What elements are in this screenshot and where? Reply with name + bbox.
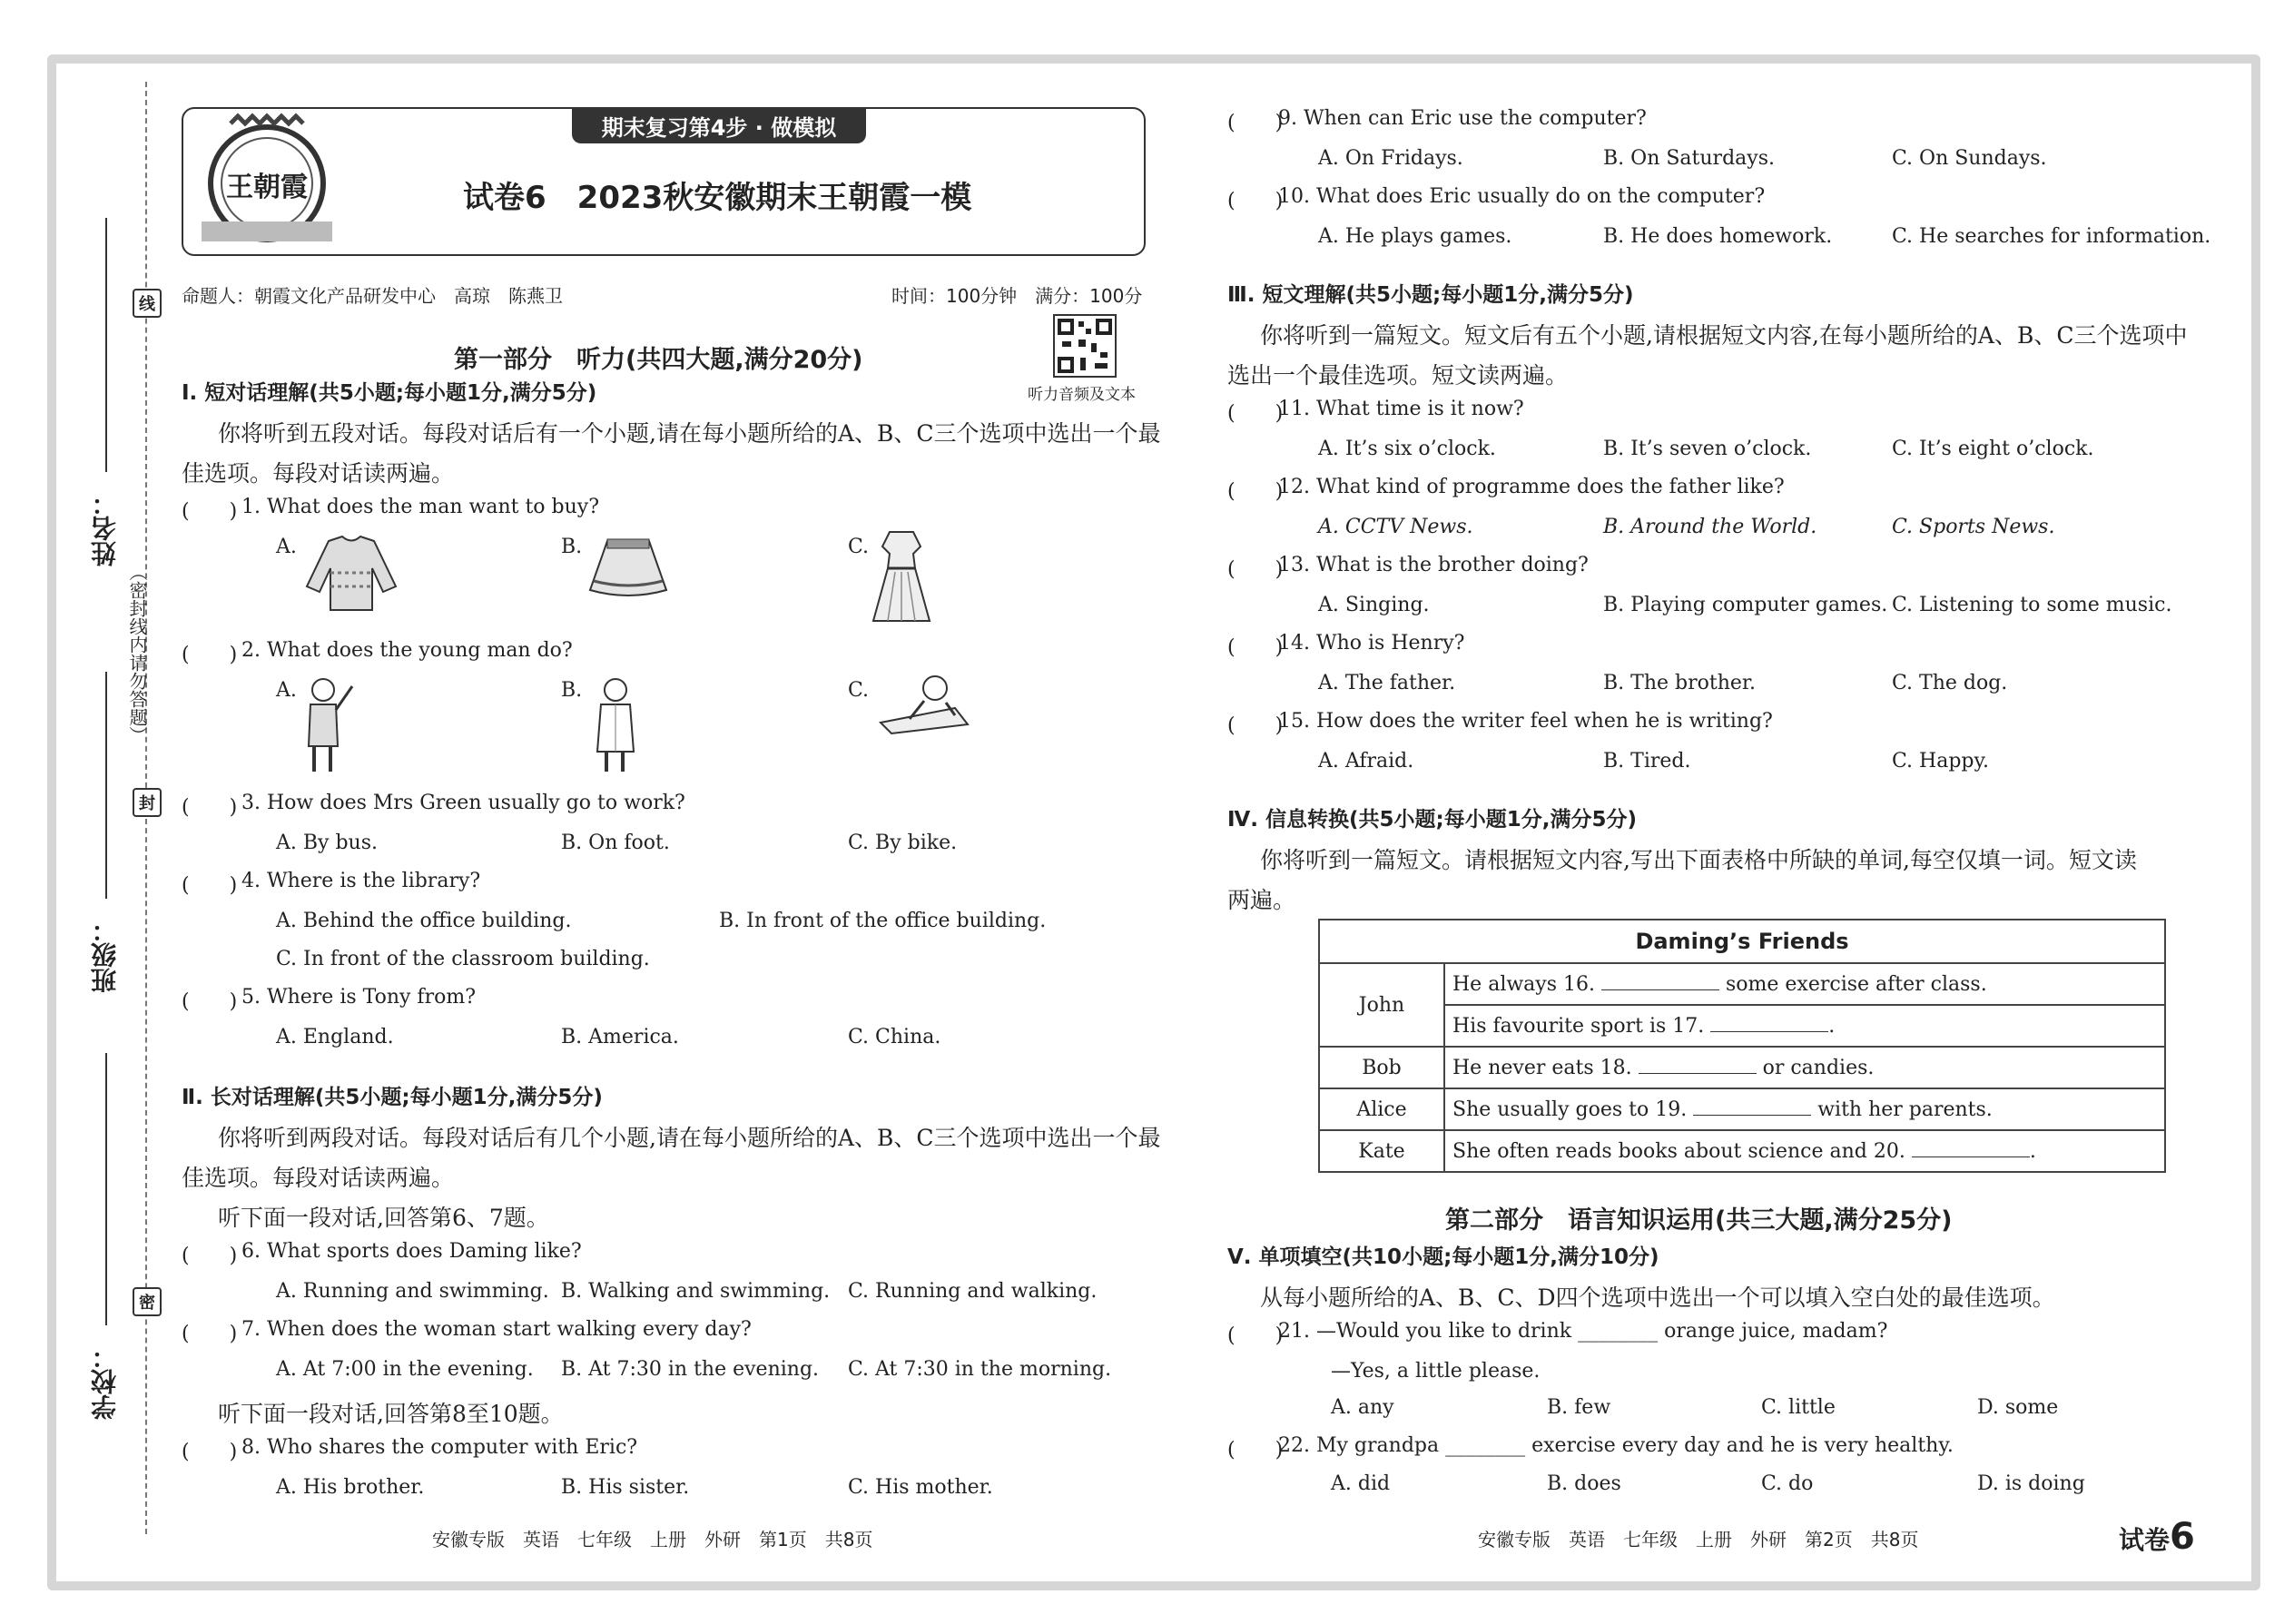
question-9: 9. When can Eric use the computer?	[1278, 107, 1647, 130]
answer-blank[interactable]: ( )	[182, 500, 238, 523]
sec4-heading: Ⅳ. 信息转换(共5小题;每小题1分,满分5分)	[1227, 808, 1637, 832]
table-title: Daming’s Friends	[1319, 920, 2165, 963]
option-c: C. China.	[848, 1026, 941, 1048]
question-21-reply: —Yes, a little please.	[1331, 1360, 1541, 1383]
answer-blank[interactable]: ( )	[182, 1323, 238, 1345]
option-b: B. Walking and swimming.	[561, 1280, 831, 1303]
sec5-intro: 从每小题所给的A、B、C、D四个选项中选出一个可以填入空白处的最佳选项。	[1260, 1284, 2055, 1311]
question-7: 7. When does the woman start walking every day?	[241, 1318, 752, 1341]
sec3-intro: 你将听到一篇短文。短文后有五个小题,请根据短文内容,在每小题所给的A、B、C三个选项中	[1260, 322, 2188, 349]
sec1-intro: 佳选项。每段对话读两遍。	[182, 460, 455, 487]
question-10: 10. What does Eric usually do on the computer?	[1278, 185, 1766, 208]
answer-blank[interactable]: ( )	[1227, 1324, 1284, 1347]
answer-blank[interactable]: ( )	[1227, 112, 1284, 134]
sec3-intro: 选出一个最佳选项。短文读两遍。	[1227, 362, 1569, 389]
option-b: B. He does homework.	[1603, 225, 1833, 248]
table-row	[1319, 1005, 2165, 1047]
table-cell: He never eats 18. or candies.	[1444, 1047, 2165, 1088]
option-c: C. Running and walking.	[848, 1280, 1098, 1303]
option-c: C. His mother.	[848, 1476, 993, 1499]
part1-title: 第一部分 听力(共四大题,满分20分)	[454, 346, 863, 374]
qr-caption: 听力音频及文本	[1028, 386, 1136, 404]
name-field[interactable]	[105, 218, 107, 472]
seal-notice: （密封线内请勿答题）	[126, 563, 148, 744]
table-row	[1319, 1088, 2165, 1130]
answer-blank[interactable]: ( )	[182, 1441, 238, 1463]
question-11: 11. What time is it now?	[1278, 398, 1524, 420]
authors: 命题人：朝霞文化产品研发中心 高琼 陈燕卫	[182, 285, 563, 307]
answer-blank[interactable]: ( )	[182, 874, 238, 897]
option-b: B. Playing computer games.	[1603, 594, 1888, 616]
option-a: A. It’s six o’clock.	[1318, 438, 1496, 460]
answer-blank[interactable]: ( )	[1227, 402, 1284, 425]
option-c: C. The dog.	[1892, 672, 2008, 694]
skirt-icon	[585, 536, 672, 599]
option-b: B. The brother.	[1603, 672, 1756, 694]
answer-blank[interactable]: ( )	[182, 644, 238, 666]
table-cell: She usually goes to 19. with her parents.	[1444, 1088, 2165, 1130]
option-a: A.	[276, 679, 297, 702]
svg-text:王朝霞: 王朝霞	[226, 172, 308, 203]
sec2-lead: 听下面一段对话,回答第8至10题。	[218, 1401, 564, 1427]
answer-blank-16[interactable]	[1601, 989, 1719, 990]
answer-blank[interactable]: ( )	[1227, 190, 1284, 212]
question-22: 22. My grandpa ________ exercise every day and he is very healthy.	[1278, 1434, 1954, 1457]
option-a: A. England.	[276, 1026, 394, 1048]
sec5-heading: Ⅴ. 单项填空(共10小题;每小题1分,满分10分)	[1227, 1245, 1659, 1269]
option-b: B. few	[1547, 1396, 1611, 1419]
option-a: A. The father.	[1318, 672, 1456, 694]
table-cell: He always 16. some exercise after class.	[1444, 963, 2165, 1005]
option-b: B. On Saturdays.	[1603, 147, 1775, 170]
footer-right: 安徽专版 英语 七年级 上册 外研 第2页 共8页	[1478, 1529, 1919, 1550]
option-a: A.	[276, 536, 297, 558]
option-c: C. At 7:30 in the morning.	[848, 1358, 1112, 1381]
friend-name: John	[1319, 963, 1444, 1047]
option-d: D. is doing	[1977, 1472, 2085, 1495]
logo	[194, 113, 340, 249]
option-c: C. In front of the classroom building.	[276, 948, 650, 970]
question-15: 15. How does the writer feel when he is writing?	[1278, 710, 1773, 733]
sweater-icon	[301, 532, 401, 614]
question-8: 8. Who shares the computer with Eric?	[241, 1436, 638, 1459]
friend-name: Kate	[1319, 1130, 1444, 1172]
answer-blank[interactable]: ( )	[182, 1245, 238, 1267]
option-b: B. In front of the office building.	[719, 910, 1047, 932]
qr-code-icon[interactable]	[1053, 314, 1117, 378]
seal-line-mark: 线	[133, 289, 162, 318]
class-label: 班级：	[90, 917, 120, 993]
seal-mi-mark: 密	[133, 1287, 162, 1316]
answer-blank-19[interactable]	[1693, 1115, 1811, 1116]
paper-badge: 试卷6	[2119, 1516, 2195, 1558]
answer-blank[interactable]: ( )	[1227, 480, 1284, 503]
answer-blank[interactable]: ( )	[182, 990, 238, 1013]
option-d: D. some	[1977, 1396, 2059, 1419]
option-c: C. do	[1761, 1472, 1814, 1495]
dress-icon	[870, 527, 933, 626]
question-12: 12. What kind of programme does the father like?	[1278, 476, 1785, 498]
option-b: B. Around the World.	[1603, 516, 1817, 538]
sec2-intro: 你将听到两段对话。每段对话后有几个小题,请在每小题所给的A、B、C三个选项中选出一个最	[218, 1125, 1161, 1151]
answer-blank[interactable]: ( )	[1227, 714, 1284, 737]
option-c: C.	[848, 536, 870, 558]
option-c: C. He searches for information.	[1892, 225, 2211, 248]
banner: 期末复习第4步 · 做模拟	[572, 107, 866, 143]
option-c: C. Happy.	[1892, 750, 1990, 773]
option-b: B. His sister.	[561, 1476, 690, 1499]
teacher-icon	[301, 674, 356, 775]
answer-blank-20[interactable]	[1912, 1156, 2030, 1157]
answer-blank-17[interactable]	[1710, 1031, 1828, 1032]
option-c: C. Listening to some music.	[1892, 594, 2172, 616]
option-b: B.	[561, 679, 583, 702]
option-b: B. On foot.	[561, 832, 670, 854]
sec1-intro: 你将听到五段对话。每段对话后有一个小题,请在每小题所给的A、B、C三个选项中选出一个最	[218, 420, 1161, 447]
exam-title: 试卷6 2023秋安徽期末王朝霞一模	[463, 180, 972, 216]
option-b: B. At 7:30 in the evening.	[561, 1358, 820, 1381]
table-cell: His favourite sport is 17. .	[1444, 1005, 2165, 1047]
seal-feng-mark: 封	[133, 788, 162, 817]
doctor-icon	[594, 674, 639, 775]
sec4-intro: 你将听到一篇短文。请根据短文内容,写出下面表格中所缺的单词,每空仅填一词。短文读	[1260, 847, 2137, 873]
table-row	[1319, 963, 2165, 1005]
school-field[interactable]	[105, 1053, 107, 1325]
option-a: A. Behind the office building.	[276, 910, 572, 932]
option-b: B. does	[1547, 1472, 1621, 1495]
table-row	[1319, 1130, 2165, 1172]
option-a: A. His brother.	[276, 1476, 425, 1499]
question-2: 2. What does the young man do?	[241, 639, 573, 662]
answer-blank[interactable]: ( )	[182, 796, 238, 819]
option-c: C. little	[1761, 1396, 1836, 1419]
sec2-intro: 佳选项。每段对话读两遍。	[182, 1165, 455, 1191]
friend-name: Bob	[1319, 1047, 1444, 1088]
option-a: A. He plays games.	[1318, 225, 1512, 248]
school-label: 学校：	[90, 1343, 120, 1420]
option-b: B. America.	[561, 1026, 679, 1048]
footer-left: 安徽专版 英语 七年级 上册 外研 第1页 共8页	[432, 1529, 873, 1550]
time-score: 时间：100分钟 满分：100分	[891, 285, 1143, 307]
sec2-lead: 听下面一段对话,回答第6、7题。	[218, 1205, 549, 1231]
answer-blank-18[interactable]	[1639, 1073, 1757, 1074]
option-c: C. Sports News.	[1892, 516, 2055, 538]
sec4-intro: 两遍。	[1227, 887, 1296, 913]
option-a: A. At 7:00 in the evening.	[276, 1358, 534, 1381]
option-b: B. Tired.	[1603, 750, 1691, 773]
answer-blank[interactable]: ( )	[1227, 1439, 1284, 1462]
question-3: 3. How does Mrs Green usually go to work?	[241, 792, 685, 814]
option-a: A. did	[1331, 1472, 1391, 1495]
table-cell: She often reads books about science and 20. .	[1444, 1130, 2165, 1172]
option-a: A. any	[1331, 1396, 1394, 1419]
friend-name: Alice	[1319, 1088, 1444, 1130]
option-a: A. CCTV News.	[1318, 516, 1473, 538]
question-13: 13. What is the brother doing?	[1278, 554, 1589, 576]
option-b: B.	[561, 536, 583, 558]
question-5: 5. Where is Tony from?	[241, 986, 476, 1009]
sec2-heading: Ⅱ. 长对话理解(共5小题;每小题1分,满分5分)	[182, 1086, 603, 1109]
option-a: A. Afraid.	[1318, 750, 1414, 773]
option-c: C. By bike.	[848, 832, 958, 854]
option-a: A. Running and swimming.	[276, 1280, 549, 1303]
question-6: 6. What sports does Daming like?	[241, 1240, 582, 1263]
option-c: C. On Sundays.	[1892, 147, 2047, 170]
option-c: C. It’s eight o’clock.	[1892, 438, 2094, 460]
question-21: 21. —Would you like to drink ________ orange juice, madam?	[1278, 1320, 1888, 1343]
table-row	[1319, 1047, 2165, 1088]
option-a: A. On Fridays.	[1318, 147, 1463, 170]
class-field[interactable]	[105, 672, 107, 899]
question-1: 1. What does the man want to buy?	[241, 496, 600, 518]
option-b: B. It’s seven o’clock.	[1603, 438, 1812, 460]
option-a: A. Singing.	[1318, 594, 1430, 616]
question-14: 14. Who is Henry?	[1278, 632, 1465, 655]
option-a: A. By bus.	[276, 832, 378, 854]
option-c: C.	[848, 679, 870, 702]
sec3-heading: Ⅲ. 短文理解(共5小题;每小题1分,满分5分)	[1227, 283, 1634, 307]
answer-blank[interactable]: ( )	[1227, 558, 1284, 581]
sec1-heading: Ⅰ. 短对话理解(共5小题;每小题1分,满分5分)	[182, 381, 597, 405]
part2-title: 第二部分 语言知识运用(共三大题,满分25分)	[1445, 1206, 1953, 1235]
writer-icon	[873, 672, 973, 735]
question-4: 4. Where is the library?	[241, 870, 481, 892]
name-label: 姓名：	[90, 490, 120, 566]
answer-blank[interactable]: ( )	[1227, 636, 1284, 659]
info-table	[1318, 919, 2166, 1173]
